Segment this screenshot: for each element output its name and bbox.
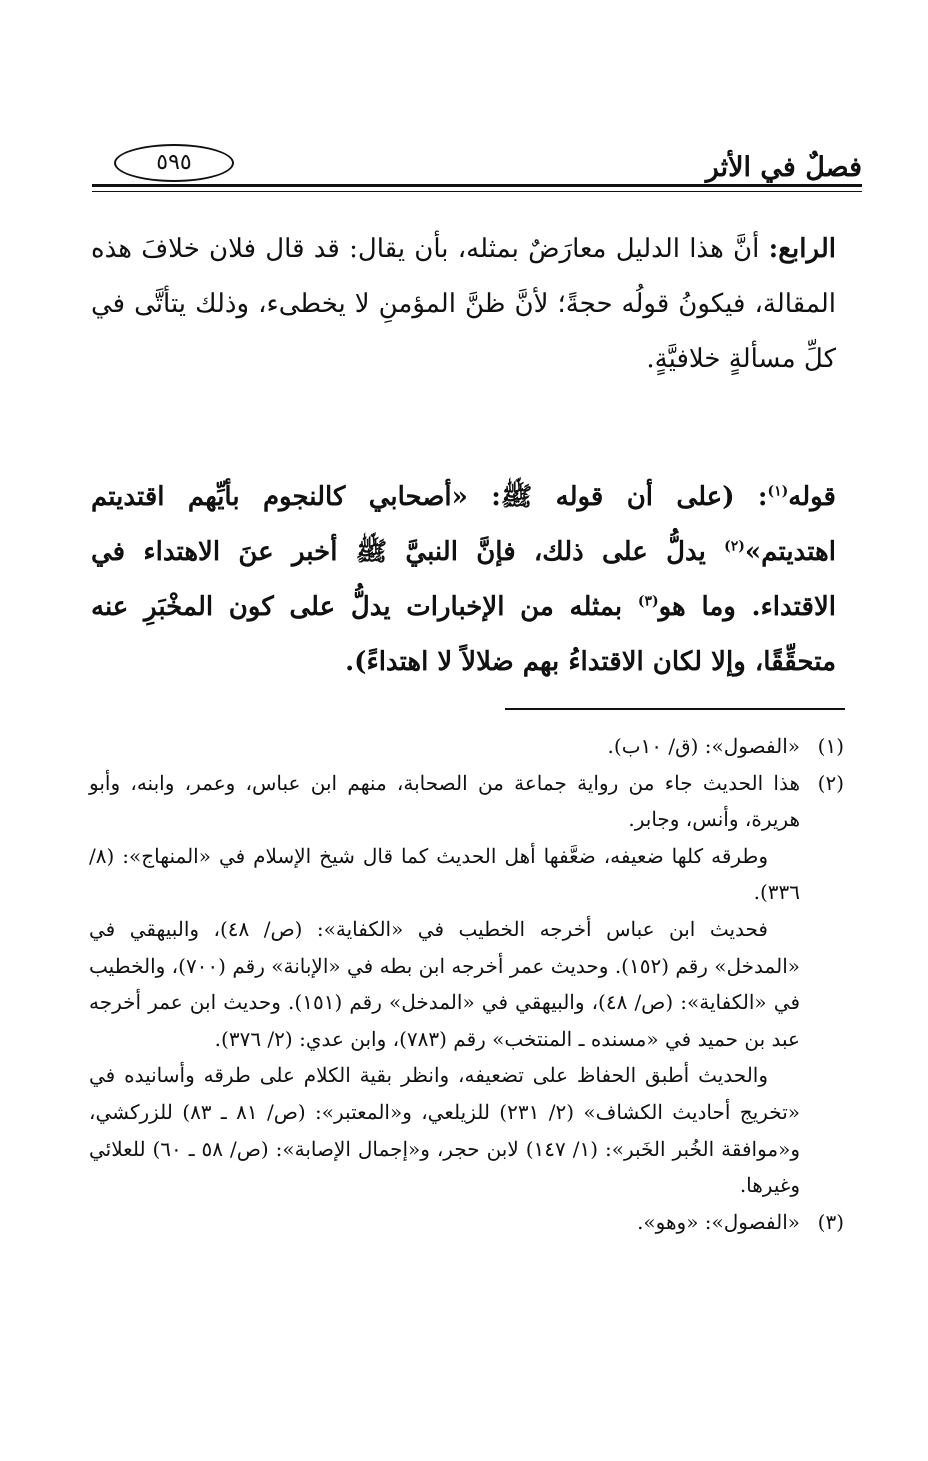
footnote-1 (89, 728, 844, 765)
footnote-ref: (١) (767, 483, 789, 500)
header-rule (92, 184, 862, 187)
footnote-2 (89, 765, 844, 1204)
quoted-paragraph (91, 470, 836, 690)
page-number: ٥٩٥ (114, 144, 234, 182)
paragraph-lead: الرابع: (768, 234, 836, 264)
footnote-ref: (٣) (637, 593, 659, 610)
footnote-3 (89, 1204, 844, 1241)
header-rule-thin (92, 191, 862, 192)
footnote-ref: (٢) (724, 538, 745, 555)
quote-text: يدلُّ على ذلك، فإنَّ النبيَّ ﷺ أخبر عنَ الاهتداء في الاقتداء. وما هو (91, 537, 836, 622)
footnotes (89, 728, 844, 1240)
page-header (92, 140, 862, 200)
footnote-text: «الفصول»: «وهو». (637, 1209, 800, 1234)
quote-text: : (على أن قوله ﷺ: «أصحابي كالنجوم بأيِّهم اقتديتم اهتديتم» (91, 482, 836, 567)
footnote-paragraph: والحديث أطبق الحفاظ على تضعيفه، وانظر بقية الكلام على طرقه وأسانيده في «تخريج أحاديث الكشاف» (٢/ ٢٣١) للزيلعي، و«المعتبر»: (ص/ ٨١ ـ ٨٣) للزركشي، و«موافقة الخُبر الخَبر»: (١/ ١٤٧) لابن حجر، و«إجمال الإصابة»: (ص/ ٥٨ ـ ٦٠) للعلائي وغيرها. (89, 1063, 801, 1198)
paragraph-text: أنَّ هذا الدليل معارَضٌ بمثله، بأن يقال: قد قال فلان خلافَ هذه المقالة، فيكونُ قولُه حجةً؛ لأنَّ ظنَّ المؤمنِ لا يخطىء، وذلك يتأتَّى في كلِّ مسألةٍ خلافيَّةٍ. (91, 234, 837, 374)
quote-text: بمثله من الإخبارات يدلُّ على كون المخْبَرِ عنه متحقِّقًا، وإلا لكان الاقتداءُ بهم ضلالاً لا اهتداءً). (91, 592, 836, 677)
paragraph-fourth-point (91, 222, 836, 387)
footnote-separator (505, 708, 845, 710)
footnote-number: (٣) (817, 1209, 844, 1234)
footnote-paragraph: وطرقه كلها ضعيفه، ضعَّفها أهل الحديث كما قال شيخ الإسلام في «المنهاج»: (٨/ ٣٣٦). (89, 843, 800, 905)
footnote-text: هذا الحديث جاء من رواية جماعة من الصحابة، منهم ابن عباس، وعمر، وابنه، وأبو هريرة، وأنس، وجابر. (89, 770, 800, 832)
footnote-text: «الفصول»: (ق/ ١٠ب). (607, 734, 800, 758)
footnote-number: (٢) (817, 770, 844, 795)
chapter-title: فصلٌ في الأثر (705, 152, 862, 183)
quote-lead: قوله (788, 482, 836, 512)
footnote-number: (١) (817, 734, 844, 758)
footnote-paragraph: فحديث ابن عباس أخرجه الخطيب في «الكفاية»: (ص/ ٤٨)، والبيهقي في «المدخل» رقم (١٥٢). وحديث عمر أخرجه ابن بطه في «الإبانة» رقم (٧٠٠)، والخطيب في «الكفاية»: (ص/ ٤٨)، والبيهقي في «المدخل» رقم (١٥١). وحديث ابن عمر أخرجه عبد بن حميد في «مسنده ـ المنتخب» رقم (٧٨٣)، وابن عدي: (٢/ ٣٧٦). (89, 916, 801, 1051)
